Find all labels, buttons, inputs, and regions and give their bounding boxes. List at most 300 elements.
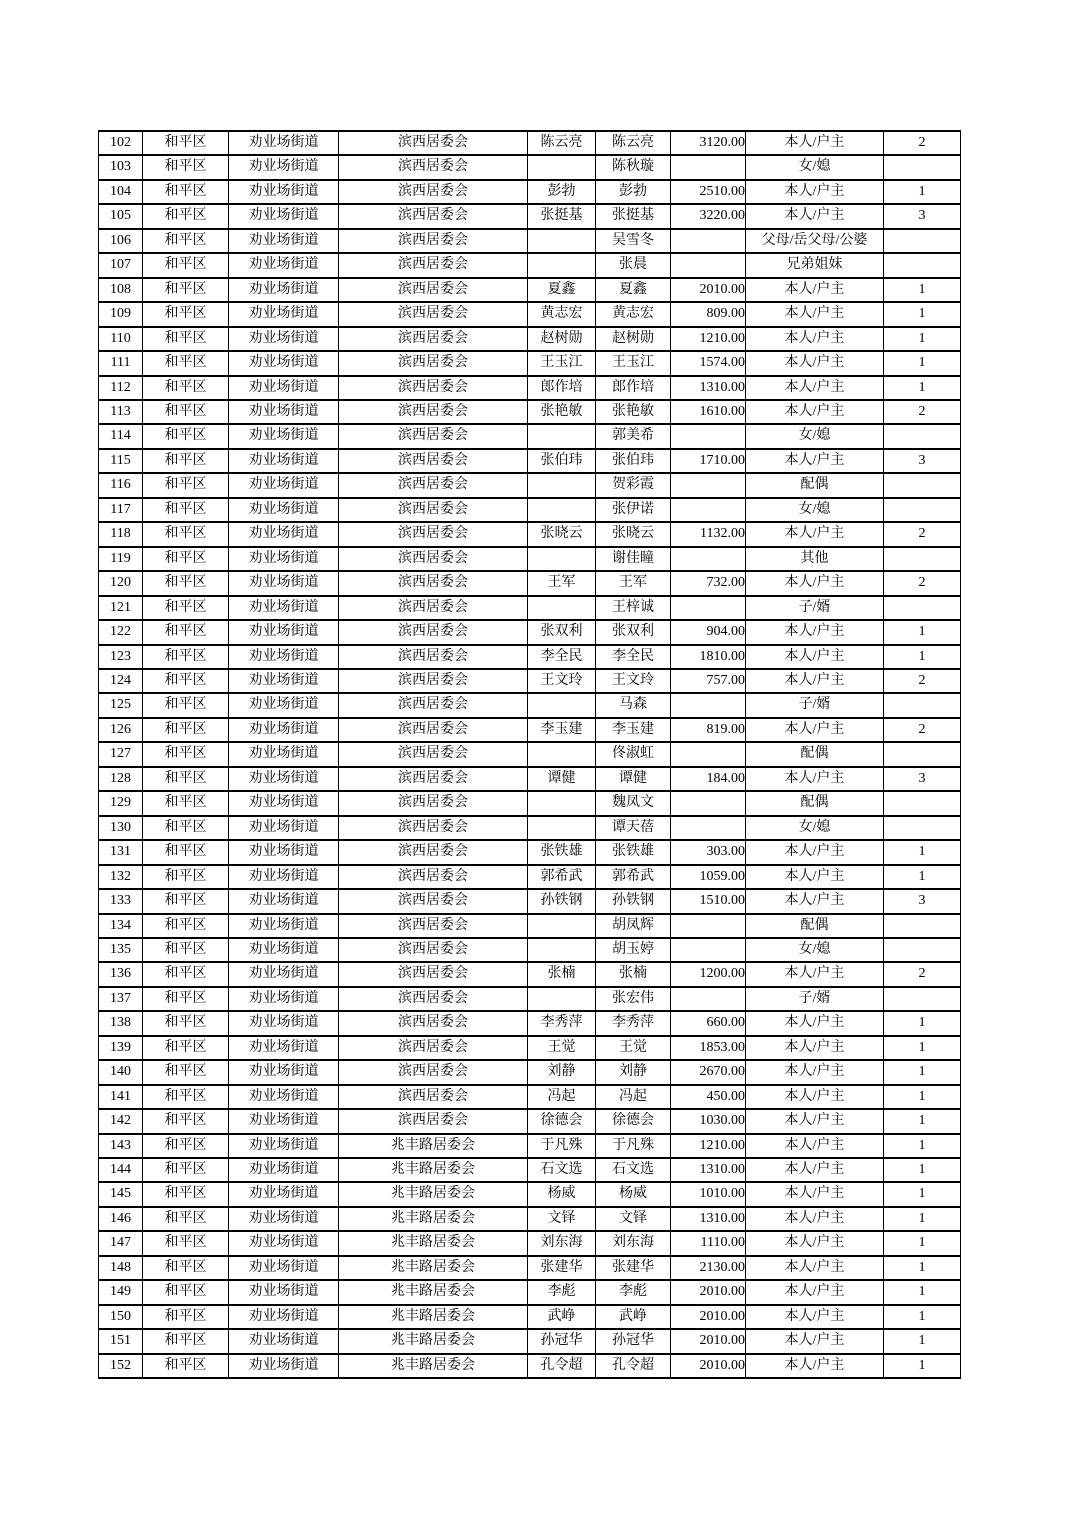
committee-cell: 滨西居委会: [339, 400, 528, 424]
applicant-name-cell: 张建华: [528, 1256, 596, 1280]
relationship-cell: 本人/户主: [746, 767, 884, 791]
table-row: [99, 1329, 961, 1353]
district-cell: 和平区: [143, 1134, 229, 1158]
relationship-cell: 本人/户主: [746, 131, 884, 155]
street-cell: 劝业场街道: [229, 400, 339, 424]
table-row: [99, 547, 961, 571]
street-cell: 劝业场街道: [229, 889, 339, 913]
table-row: [99, 718, 961, 742]
street-cell: 劝业场街道: [229, 791, 339, 815]
committee-cell: 滨西居委会: [339, 473, 528, 497]
street-cell: 劝业场街道: [229, 180, 339, 204]
relationship-cell: 女/媳: [746, 816, 884, 840]
row-number-cell: 141: [99, 1085, 143, 1109]
table-row: [99, 1011, 961, 1035]
district-cell: 和平区: [143, 791, 229, 815]
household-count-cell: 2: [884, 571, 961, 595]
applicant-name-cell: [528, 914, 596, 938]
household-count-cell: 1: [884, 865, 961, 889]
row-number-cell: 110: [99, 327, 143, 351]
member-name-cell: 王玉江: [596, 351, 671, 375]
committee-cell: 滨西居委会: [339, 522, 528, 546]
relationship-cell: 本人/户主: [746, 302, 884, 326]
relationship-cell: 本人/户主: [746, 351, 884, 375]
committee-cell: 滨西居委会: [339, 693, 528, 717]
street-cell: 劝业场街道: [229, 1329, 339, 1353]
street-cell: 劝业场街道: [229, 1109, 339, 1133]
district-cell: 和平区: [143, 889, 229, 913]
relationship-cell: 本人/户主: [746, 1036, 884, 1060]
relationship-cell: 本人/户主: [746, 1182, 884, 1206]
row-number-cell: 128: [99, 767, 143, 791]
district-cell: 和平区: [143, 1354, 229, 1378]
member-name-cell: 谭天蓓: [596, 816, 671, 840]
relationship-cell: 本人/户主: [746, 1256, 884, 1280]
committee-cell: 滨西居委会: [339, 327, 528, 351]
member-name-cell: 郭希武: [596, 865, 671, 889]
committee-cell: 滨西居委会: [339, 1011, 528, 1035]
street-cell: 劝业场街道: [229, 131, 339, 155]
table-row: [99, 376, 961, 400]
member-name-cell: 贺彩霞: [596, 473, 671, 497]
applicant-name-cell: [528, 155, 596, 179]
member-name-cell: 赵树勋: [596, 327, 671, 351]
applicant-name-cell: [528, 253, 596, 277]
household-count-cell: [884, 742, 961, 766]
household-count-cell: [884, 987, 961, 1011]
applicant-name-cell: 张艳敏: [528, 400, 596, 424]
district-cell: 和平区: [143, 1182, 229, 1206]
household-count-cell: 1: [884, 645, 961, 669]
household-count-cell: 3: [884, 449, 961, 473]
district-cell: 和平区: [143, 424, 229, 448]
committee-cell: 滨西居委会: [339, 204, 528, 228]
household-count-cell: 1: [884, 1011, 961, 1035]
street-cell: 劝业场街道: [229, 987, 339, 1011]
row-number-cell: 116: [99, 473, 143, 497]
member-name-cell: 谢佳瞳: [596, 547, 671, 571]
household-count-cell: 1: [884, 620, 961, 644]
street-cell: 劝业场街道: [229, 669, 339, 693]
row-number-cell: 139: [99, 1036, 143, 1060]
committee-cell: 兆丰路居委会: [339, 1329, 528, 1353]
row-number-cell: 121: [99, 596, 143, 620]
committee-cell: 滨西居委会: [339, 1085, 528, 1109]
amount-cell: 809.00: [671, 302, 746, 326]
amount-cell: [671, 914, 746, 938]
street-cell: 劝业场街道: [229, 253, 339, 277]
committee-cell: 滨西居委会: [339, 816, 528, 840]
applicant-name-cell: 张双利: [528, 620, 596, 644]
committee-cell: 兆丰路居委会: [339, 1305, 528, 1329]
district-cell: 和平区: [143, 376, 229, 400]
district-cell: 和平区: [143, 400, 229, 424]
member-name-cell: 胡玉婷: [596, 938, 671, 962]
row-number-cell: 106: [99, 229, 143, 253]
street-cell: 劝业场街道: [229, 278, 339, 302]
household-count-cell: 1: [884, 1329, 961, 1353]
row-number-cell: 127: [99, 742, 143, 766]
relationship-cell: 本人/户主: [746, 449, 884, 473]
district-cell: 和平区: [143, 816, 229, 840]
table-row: [99, 1280, 961, 1304]
committee-cell: 滨西居委会: [339, 1109, 528, 1133]
relationship-cell: 配偶: [746, 473, 884, 497]
member-name-cell: 张晨: [596, 253, 671, 277]
household-count-cell: 1: [884, 840, 961, 864]
member-name-cell: 黄志宏: [596, 302, 671, 326]
table-row: [99, 742, 961, 766]
committee-cell: 滨西居委会: [339, 987, 528, 1011]
table-row: [99, 791, 961, 815]
row-number-cell: 118: [99, 522, 143, 546]
amount-cell: 1310.00: [671, 376, 746, 400]
street-cell: 劝业场街道: [229, 767, 339, 791]
amount-cell: 1210.00: [671, 327, 746, 351]
applicant-name-cell: [528, 424, 596, 448]
relationship-cell: 子/婿: [746, 596, 884, 620]
street-cell: 劝业场街道: [229, 302, 339, 326]
committee-cell: 滨西居委会: [339, 718, 528, 742]
applicant-name-cell: [528, 547, 596, 571]
street-cell: 劝业场街道: [229, 620, 339, 644]
relationship-cell: 子/婿: [746, 693, 884, 717]
district-cell: 和平区: [143, 253, 229, 277]
relationship-cell: 本人/户主: [746, 718, 884, 742]
member-name-cell: 吴雪冬: [596, 229, 671, 253]
district-cell: 和平区: [143, 204, 229, 228]
applicant-name-cell: 王觉: [528, 1036, 596, 1060]
table-row: [99, 253, 961, 277]
row-number-cell: 140: [99, 1060, 143, 1084]
household-count-cell: 1: [884, 278, 961, 302]
relationship-cell: 本人/户主: [746, 1280, 884, 1304]
relationship-cell: 本人/户主: [746, 1109, 884, 1133]
street-cell: 劝业场街道: [229, 1036, 339, 1060]
household-count-cell: [884, 693, 961, 717]
row-number-cell: 124: [99, 669, 143, 693]
committee-cell: 滨西居委会: [339, 253, 528, 277]
street-cell: 劝业场街道: [229, 1134, 339, 1158]
district-cell: 和平区: [143, 1231, 229, 1255]
household-count-cell: 1: [884, 1280, 961, 1304]
applicant-name-cell: 陈云亮: [528, 131, 596, 155]
district-cell: 和平区: [143, 962, 229, 986]
amount-cell: [671, 424, 746, 448]
household-count-cell: 2: [884, 962, 961, 986]
table-row: [99, 400, 961, 424]
table-row: [99, 302, 961, 326]
district-cell: 和平区: [143, 278, 229, 302]
district-cell: 和平区: [143, 1256, 229, 1280]
amount-cell: 2510.00: [671, 180, 746, 204]
household-count-cell: 1: [884, 302, 961, 326]
amount-cell: [671, 596, 746, 620]
amount-cell: [671, 253, 746, 277]
row-number-cell: 136: [99, 962, 143, 986]
household-count-cell: 1: [884, 1109, 961, 1133]
table-row: [99, 962, 961, 986]
committee-cell: 滨西居委会: [339, 914, 528, 938]
applicant-name-cell: 孙铁钢: [528, 889, 596, 913]
relationship-cell: 本人/户主: [746, 669, 884, 693]
amount-cell: 1010.00: [671, 1182, 746, 1206]
district-cell: 和平区: [143, 522, 229, 546]
applicant-name-cell: [528, 816, 596, 840]
applicant-name-cell: [528, 938, 596, 962]
row-number-cell: 119: [99, 547, 143, 571]
street-cell: 劝业场街道: [229, 816, 339, 840]
household-count-cell: [884, 596, 961, 620]
applicant-name-cell: 王文玲: [528, 669, 596, 693]
street-cell: 劝业场街道: [229, 547, 339, 571]
district-cell: 和平区: [143, 1011, 229, 1035]
relationship-cell: 本人/户主: [746, 1158, 884, 1182]
district-cell: 和平区: [143, 1085, 229, 1109]
district-cell: 和平区: [143, 718, 229, 742]
district-cell: 和平区: [143, 596, 229, 620]
amount-cell: 1200.00: [671, 962, 746, 986]
district-cell: 和平区: [143, 987, 229, 1011]
amount-cell: 1310.00: [671, 1158, 746, 1182]
applicant-name-cell: 张挺基: [528, 204, 596, 228]
household-count-cell: 1: [884, 1158, 961, 1182]
table-row: [99, 840, 961, 864]
amount-cell: 2010.00: [671, 1280, 746, 1304]
committee-cell: 滨西居委会: [339, 278, 528, 302]
table-row: [99, 1207, 961, 1231]
amount-cell: 1110.00: [671, 1231, 746, 1255]
household-count-cell: [884, 547, 961, 571]
table-row: [99, 180, 961, 204]
member-name-cell: 张艳敏: [596, 400, 671, 424]
street-cell: 劝业场街道: [229, 1305, 339, 1329]
applicant-name-cell: 张楠: [528, 962, 596, 986]
member-name-cell: 孙冠华: [596, 1329, 671, 1353]
district-cell: 和平区: [143, 620, 229, 644]
row-number-cell: 132: [99, 865, 143, 889]
row-number-cell: 108: [99, 278, 143, 302]
row-number-cell: 145: [99, 1182, 143, 1206]
applicant-name-cell: 武峥: [528, 1305, 596, 1329]
row-number-cell: 129: [99, 791, 143, 815]
district-cell: 和平区: [143, 1109, 229, 1133]
row-number-cell: 143: [99, 1134, 143, 1158]
committee-cell: 兆丰路居委会: [339, 1280, 528, 1304]
district-cell: 和平区: [143, 302, 229, 326]
member-name-cell: 张伯玮: [596, 449, 671, 473]
committee-cell: 滨西居委会: [339, 229, 528, 253]
district-cell: 和平区: [143, 1329, 229, 1353]
amount-cell: 1810.00: [671, 645, 746, 669]
amount-cell: 1574.00: [671, 351, 746, 375]
street-cell: 劝业场街道: [229, 1280, 339, 1304]
member-name-cell: 李全民: [596, 645, 671, 669]
street-cell: 劝业场街道: [229, 1060, 339, 1084]
household-count-cell: 1: [884, 1085, 961, 1109]
district-cell: 和平区: [143, 155, 229, 179]
applicant-name-cell: [528, 596, 596, 620]
member-name-cell: 石文选: [596, 1158, 671, 1182]
household-count-cell: 2: [884, 400, 961, 424]
amount-cell: 2130.00: [671, 1256, 746, 1280]
table-row: [99, 816, 961, 840]
applicant-name-cell: [528, 498, 596, 522]
household-count-cell: [884, 473, 961, 497]
household-count-cell: [884, 791, 961, 815]
table-row: [99, 327, 961, 351]
relationship-cell: 本人/户主: [746, 645, 884, 669]
street-cell: 劝业场街道: [229, 962, 339, 986]
member-name-cell: 于凡殊: [596, 1134, 671, 1158]
row-number-cell: 123: [99, 645, 143, 669]
member-name-cell: 刘静: [596, 1060, 671, 1084]
relationship-cell: 本人/户主: [746, 840, 884, 864]
member-name-cell: 刘东海: [596, 1231, 671, 1255]
applicant-name-cell: 李彪: [528, 1280, 596, 1304]
amount-cell: [671, 791, 746, 815]
amount-cell: 660.00: [671, 1011, 746, 1035]
street-cell: 劝业场街道: [229, 865, 339, 889]
member-name-cell: 孔令超: [596, 1354, 671, 1378]
district-cell: 和平区: [143, 327, 229, 351]
committee-cell: 滨西居委会: [339, 498, 528, 522]
applicant-name-cell: 谭健: [528, 767, 596, 791]
member-name-cell: 张晓云: [596, 522, 671, 546]
committee-cell: 滨西居委会: [339, 424, 528, 448]
member-name-cell: 张建华: [596, 1256, 671, 1280]
member-name-cell: 王梓诚: [596, 596, 671, 620]
street-cell: 劝业场街道: [229, 376, 339, 400]
street-cell: 劝业场街道: [229, 155, 339, 179]
relationship-cell: 本人/户主: [746, 1329, 884, 1353]
amount-cell: 2010.00: [671, 1329, 746, 1353]
district-cell: 和平区: [143, 1158, 229, 1182]
committee-cell: 滨西居委会: [339, 351, 528, 375]
applicant-name-cell: 张伯玮: [528, 449, 596, 473]
amount-cell: 2670.00: [671, 1060, 746, 1084]
district-cell: 和平区: [143, 449, 229, 473]
relationship-cell: 本人/户主: [746, 1134, 884, 1158]
amount-cell: [671, 473, 746, 497]
applicant-name-cell: 刘静: [528, 1060, 596, 1084]
applicant-name-cell: 石文选: [528, 1158, 596, 1182]
table-row: [99, 987, 961, 1011]
district-cell: 和平区: [143, 1305, 229, 1329]
member-name-cell: 郭美希: [596, 424, 671, 448]
row-number-cell: 113: [99, 400, 143, 424]
table-row: [99, 1182, 961, 1206]
table-row: [99, 204, 961, 228]
committee-cell: 兆丰路居委会: [339, 1231, 528, 1255]
street-cell: 劝业场街道: [229, 1011, 339, 1035]
street-cell: 劝业场街道: [229, 1158, 339, 1182]
committee-cell: 滨西居委会: [339, 131, 528, 155]
member-name-cell: 夏鑫: [596, 278, 671, 302]
row-number-cell: 147: [99, 1231, 143, 1255]
member-name-cell: 张挺基: [596, 204, 671, 228]
street-cell: 劝业场街道: [229, 1085, 339, 1109]
street-cell: 劝业场街道: [229, 1231, 339, 1255]
district-cell: 和平区: [143, 180, 229, 204]
relationship-cell: 本人/户主: [746, 865, 884, 889]
table-row: [99, 1134, 961, 1158]
row-number-cell: 125: [99, 693, 143, 717]
applicant-name-cell: 赵树勋: [528, 327, 596, 351]
amount-cell: 819.00: [671, 718, 746, 742]
committee-cell: 滨西居委会: [339, 547, 528, 571]
amount-cell: 450.00: [671, 1085, 746, 1109]
district-cell: 和平区: [143, 1280, 229, 1304]
relationship-cell: 女/媳: [746, 498, 884, 522]
table-row: [99, 571, 961, 595]
street-cell: 劝业场街道: [229, 693, 339, 717]
row-number-cell: 117: [99, 498, 143, 522]
district-cell: 和平区: [143, 865, 229, 889]
member-name-cell: 魏凤文: [596, 791, 671, 815]
table-row: [99, 131, 961, 155]
amount-cell: [671, 155, 746, 179]
household-count-cell: 3: [884, 204, 961, 228]
committee-cell: 滨西居委会: [339, 571, 528, 595]
amount-cell: 1030.00: [671, 1109, 746, 1133]
relationship-cell: 子/婿: [746, 987, 884, 1011]
table-row: [99, 1060, 961, 1084]
row-number-cell: 134: [99, 914, 143, 938]
amount-cell: 1510.00: [671, 889, 746, 913]
row-number-cell: 102: [99, 131, 143, 155]
relationship-cell: 其他: [746, 547, 884, 571]
committee-cell: 滨西居委会: [339, 889, 528, 913]
street-cell: 劝业场街道: [229, 914, 339, 938]
household-count-cell: 1: [884, 376, 961, 400]
amount-cell: [671, 938, 746, 962]
applicant-name-cell: 王军: [528, 571, 596, 595]
relationship-cell: 女/媳: [746, 424, 884, 448]
amount-cell: [671, 987, 746, 1011]
household-count-cell: 1: [884, 327, 961, 351]
applicant-name-cell: 张晓云: [528, 522, 596, 546]
row-number-cell: 152: [99, 1354, 143, 1378]
member-name-cell: 武峥: [596, 1305, 671, 1329]
table-row: [99, 449, 961, 473]
household-count-cell: 2: [884, 522, 961, 546]
street-cell: 劝业场街道: [229, 1354, 339, 1378]
member-name-cell: 王文玲: [596, 669, 671, 693]
street-cell: 劝业场街道: [229, 522, 339, 546]
table-row: [99, 596, 961, 620]
relationship-cell: 本人/户主: [746, 1305, 884, 1329]
applicant-name-cell: 李秀萍: [528, 1011, 596, 1035]
amount-cell: [671, 693, 746, 717]
district-cell: 和平区: [143, 1207, 229, 1231]
member-name-cell: 张双利: [596, 620, 671, 644]
table-row: [99, 669, 961, 693]
committee-cell: 兆丰路居委会: [339, 1182, 528, 1206]
amount-cell: [671, 498, 746, 522]
committee-cell: 兆丰路居委会: [339, 1158, 528, 1182]
applicant-name-cell: [528, 229, 596, 253]
amount-cell: 2010.00: [671, 1354, 746, 1378]
household-count-cell: 3: [884, 767, 961, 791]
table-row: [99, 1036, 961, 1060]
table-row: [99, 693, 961, 717]
committee-cell: 滨西居委会: [339, 155, 528, 179]
member-name-cell: 郎作培: [596, 376, 671, 400]
member-name-cell: 李玉建: [596, 718, 671, 742]
household-count-cell: 2: [884, 669, 961, 693]
member-name-cell: 张宏伟: [596, 987, 671, 1011]
